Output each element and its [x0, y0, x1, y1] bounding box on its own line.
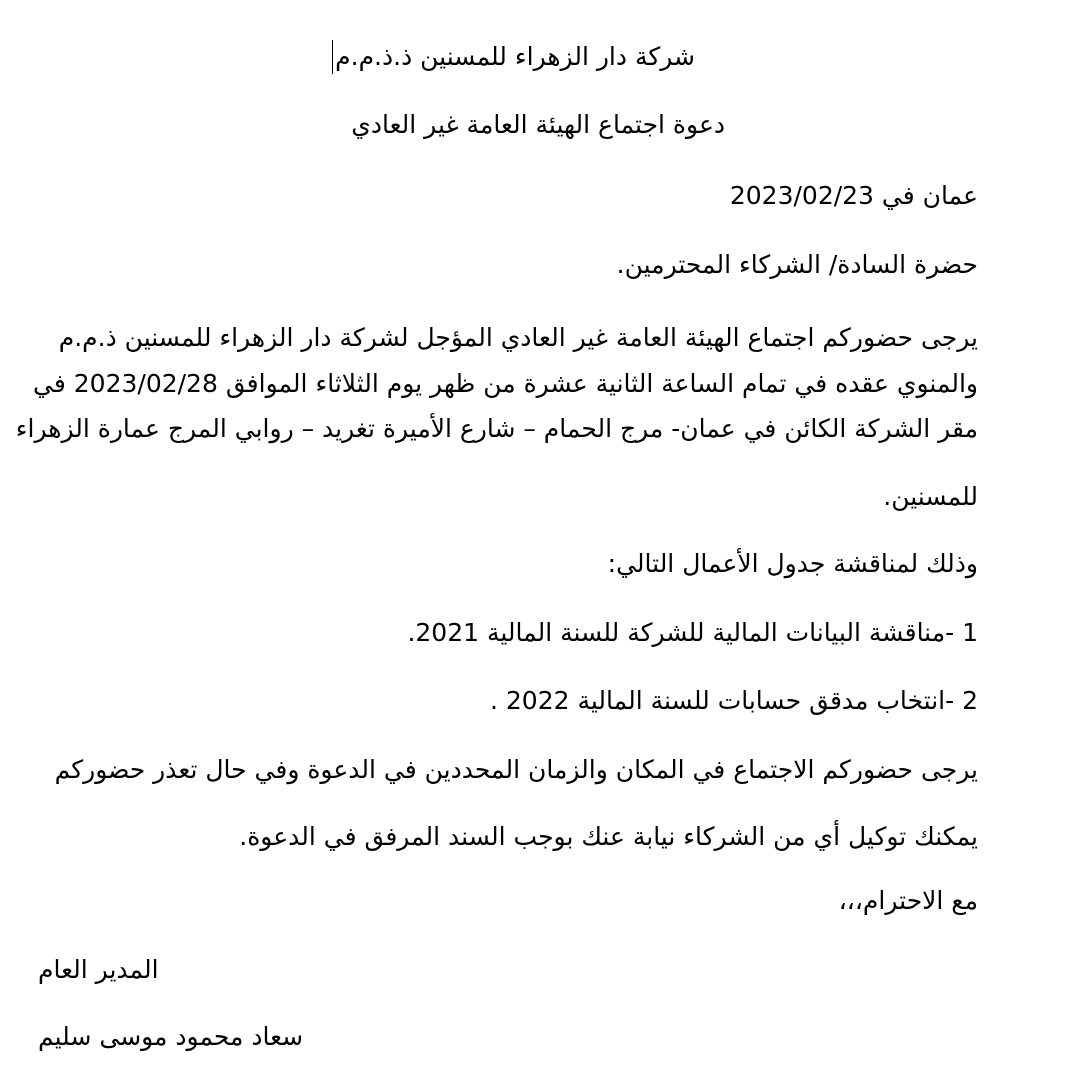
agenda-item-1: 1 -مناقشة البيانات المالية للشركة للسنة المالية 2021. [407, 618, 978, 647]
agenda-intro: وذلك لمناقشة جدول الأعمال التالي: [607, 549, 978, 578]
company-name[interactable]: شركة دار الزهراء للمسنين ذ.ذ.م.م [332, 40, 695, 74]
body-line-2: والمنوي عقده في تمام الساعة الثانية عشرة من ظهر يوم الثلاثاء الموافق 2023/02/28 في [33, 369, 978, 398]
note-line-2: يمكنك توكيل أي من الشركاء نيابة عنك بوجب السند المرفق في الدعوة. [239, 822, 978, 851]
signature-name: سعاد محمود موسى سليم [38, 1022, 304, 1051]
signature-title: المدير العام [38, 955, 159, 984]
closing: مع الاحترام،،، [838, 886, 978, 915]
agenda-item-2: 2 -انتخاب مدقق حسابات للسنة المالية 2022 . [489, 686, 978, 715]
note-line-1: يرجى حضوركم الاجتماع في المكان والزمان المحددين في الدعوة وفي حال تعذر حضوركم [54, 755, 978, 784]
date-line: عمان في 2023/02/23 [729, 181, 978, 210]
salutation: حضرة السادة/ الشركاء المحترمين. [616, 250, 978, 279]
body-line-4: للمسنين. [883, 482, 978, 511]
document-title: دعوة اجتماع الهيئة العامة غير العادي [351, 110, 725, 139]
body-line-1: يرجى حضوركم اجتماع الهيئة العامة غير العادي المؤجل لشركة دار الزهراء للمسنين ذ.م.م [58, 323, 978, 352]
body-line-3: مقر الشركة الكائن في عمان- مرج الحمام – شارع الأميرة تغريد – روابي المرج عمارة الزهراء [15, 414, 978, 443]
